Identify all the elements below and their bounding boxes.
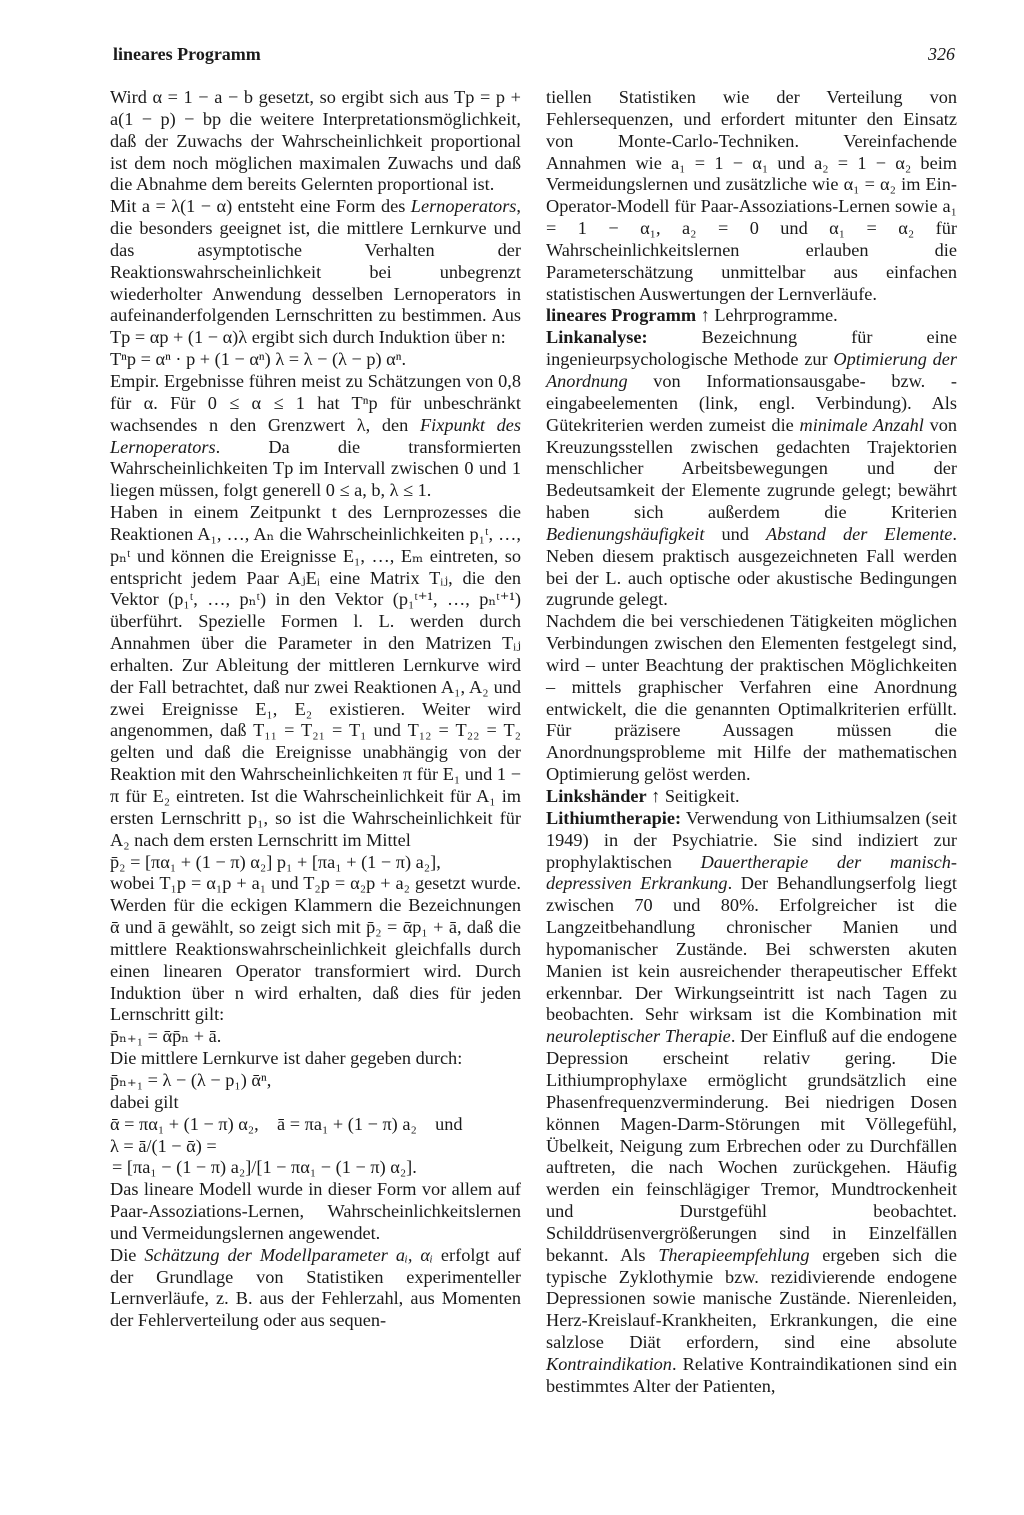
left-column <box>110 87 521 1332</box>
formula: ᾱ = πα₁ + (1 − π) α₂, ā = πa₁ + (1 − π) a₂ und <box>110 1113 463 1134</box>
emphasis: Schätzung der Modellparameter aᵢ, αᵢ <box>144 1244 433 1265</box>
emphasis: Fixpunkt des Lernoperators <box>110 414 521 457</box>
right-column <box>546 87 957 1398</box>
page-number: 326 <box>928 44 955 64</box>
entry <box>546 305 957 327</box>
paragraph: Mit a = λ(1 − α) entsteht eine Form des Lernoperators, die besonders geeignet ist, die mittlere Lernkurve und das asymptotische Verhalten der Reaktionswahrscheinlichkeit bei unbegrenzt wiederholter Anwendung desselben Lernoperators in aufeinanderfolgenden Lernschritten zu bestimmen. Aus Tp = αp + (1 − α)λ ergibt sich durch Induktion über n: <box>110 196 521 348</box>
paragraph: tiellen Statistiken wie der Verteilung von Fehlersequenzen, und erfordert mitunter den Einsatz von Monte-Carlo-Techniken. Vereinfachende Annahmen wie a₁ = 1 − α₁ und a₂ = 1 − α₂ beim Vermeidungslernen und zusätzliche wie α₁ = α₂ im Ein-Operator-Modell für Paar-Assoziations-Lernen sowie a₁ = 1 − α₁, a₂ = 0 und α₁ = α₂ für Wahrscheinlichkeitslernen erlauben die Parameterschätzung unmittelbar aus einfachen statistischen Auswertungen der Lernverläufe. <box>546 87 957 304</box>
paragraph: Empir. Ergebnisse führen meist zu Schätzungen von 0,8 für α. Für 0 ≤ α ≤ 1 hat Tⁿp für unbeschränkt wachsendes n den Grenzwert λ, den Fixpunkt des Lernoperators. Da die transformierten Wahrscheinlichkeiten Tp im Intervall zwischen 0 und 1 liegen müssen, folgt generell 0 ≤ a, b, λ ≤ 1. <box>110 370 521 501</box>
paragraph: Die Schätzung der Modellparameter aᵢ, αᵢ erfolgt auf der Grundlage von Statistiken experimenteller Lernverläufe, z. B. aus der Fehlerzahl, aus Momenten der Fehlerverteilung oder aus sequen- <box>110 1244 521 1331</box>
entry: Lithiumtherapie: Verwendung von Lithiumsalzen (seit 1949) in der Psychiatrie. Sie sind indiziert zur prophylaktischen Dauertherapie der manisch-depressiven Erkrankung. Der Behandlungserfolg liegt zwischen 70 und 80%. Erfolgreicher ist die Langzeitbehandlung chronischer Manien und hypomanischer Zustände. Bei schwersten akuten Manien ist kein ausreichender therapeutischer Effekt erkennbar. Der Wirkungseintritt ist nach Tagen zu beobachten. Sehr wirksam ist die Kombination mit neuroleptischer Therapie. Der Einfluß auf die endogene Depression erscheint relativ gering. Die Lithiumprophylaxe ermöglicht grundsätzlich eine Phasenfrequenzverminderung. Bei niedrigen Dosen können Magen-Darm-Störungen mit Völlegefühl, Übelkeit, Neigung zum Erbrechen oder zu Durchfällen auftreten, die nach Wochen zurückgehen. Häufig werden ein feinschlägiger Tremor, Mundtrockenheit und Durstgefühl beobachtet. Schilddrüsenvergrößerungen sind in Einzelfällen bekannt. Als Therapieempfehlung ergeben sich die typische Zyklothymie bzw. rezidivierende endogene Depressionen sowie manische Zustände. Nierenleiden, Herz-Kreislauf-Krankheiten, Erkrankungen, die eine salzlose Diät erfordern, sind eine absolute Kontraindikation. Relative Kontraindikationen sind ein bestimmtes Alter der Patienten, <box>546 807 957 1396</box>
emphasis: Therapieempfehlung <box>658 1244 810 1265</box>
emphasis: Lernoperators <box>410 196 517 217</box>
emphasis: Bedienungshäufigkeit <box>546 523 705 544</box>
running-header-title: lineares Programm <box>113 44 261 64</box>
paragraph: Die mittlere Lernkurve ist daher gegeben durch: <box>110 1048 463 1069</box>
formula: p̄ₙ₊₁ = λ − (λ − p₁) ᾱⁿ, <box>110 1069 272 1090</box>
formula: p̄ₙ₊₁ = ᾱp̄ₙ + ā. <box>110 1026 222 1047</box>
formula: = [πa₁ − (1 − π) a₂]/[1 − πα₁ − (1 − π) α₂]. <box>112 1157 417 1178</box>
entry-headword: Linkanalyse: <box>546 327 648 348</box>
emphasis: neuroleptischer Therapie <box>546 1026 731 1047</box>
formula: Tⁿp = αⁿ · p + (1 − αⁿ) λ = λ − (λ − p) αⁿ. <box>110 349 407 370</box>
formula-label: dabei gilt <box>110 1091 179 1112</box>
entry: Linkanalyse: Bezeichnung für eine ingenieurpsychologische Methode zur Optimierung der Anordnung von Informationsausgabe- bzw. -eingabeelementen (link, engl. Verbindung). Als Gütekriterien werden zumeist die minimale Anzahl von Kreuzungsstellen zwischen gedachten Trajektorien menschlicher Arbeitsbewegungen und der Bedeutsamkeit der Elemente zugrunde gelegt; bewährt haben sich außerdem die Kriterien Bedienungshäufigkeit und Abstand der Elemente. Neben diesem praktisch ausgezeichneten Fall werden bei der L. auch optische oder akustische Bedingungen zugrunde gelegt. <box>546 327 958 610</box>
emphasis: Kontraindikation <box>546 1353 672 1374</box>
cross-reference: ↑ Lehrprogramme. <box>696 305 838 326</box>
emphasis: Abstand der Elemente <box>765 523 953 544</box>
formula: λ = ā/(1 − ᾱ) = <box>110 1135 217 1156</box>
entry <box>546 786 957 808</box>
paragraph: Haben in einem Zeitpunkt t des Lernprozesses die Reaktionen A₁, …, Aₙ die Wahrscheinlichkeiten p₁ᵗ, …, pₙᵗ und können die Ereignisse E₁, …, Eₘ eintreten, so entspricht jedem Paar AⱼEᵢ eine Matrix Tᵢⱼ, die den Vektor (p₁ᵗ, …, pₙᵗ) in den Vektor (p₁ᵗ⁺¹, …, pₙᵗ⁺¹) überführt. Spezielle Formen l. L. werden durch Annahmen über die Parameter in den Matrizen Tᵢⱼ erhalten. Zur Ableitung der mittleren Lernkurve wird der Fall betrachtet, daß nur zwei Reaktionen A₁, A₂ und zwei Ereignisse E₁, E₂ existieren. Weiter wird angenommen, daß T₁₁ = T₂₁ = T₁ und T₁₂ = T₂₂ = T₂ gelten und daß die Ereignisse unabhängig von der Reaktion mit den Wahrscheinlichkeiten π für E₁ und 1 − π für E₂ eintreten. Ist die Wahrscheinlichkeit für A₁ im ersten Lernschritt p₁, so ist die Wahrscheinlichkeit für A₂ nach dem ersten Lernschritt im Mittel <box>110 502 521 850</box>
entry-headword: Linkshänder <box>546 786 647 806</box>
emphasis: Dauertherapie der manisch-depressiven Erkrankung <box>546 851 957 894</box>
entry-headword: Lithiumtherapie: <box>546 807 682 828</box>
cross-reference: ↑ Seitigkeit. <box>646 786 740 806</box>
entry-headword: lineares Programm <box>546 305 697 326</box>
emphasis: minimale Anzahl <box>799 414 924 435</box>
emphasis: Optimierung der Anordnung <box>546 349 958 391</box>
paragraph: Das lineare Modell wurde in dieser Form vor allem auf Paar-Assoziations-Lernen, Wahrscheinlichkeitslernen und Vermeidungslernen angewendet. <box>110 1179 521 1243</box>
paragraph: Nachdem die bei verschiedenen Tätigkeiten möglichen Verbindungen zwischen den Elementen festgelegt sind, wird – unter Beachtung der praktischen Möglichkeiten – mittels graphischer Verfahren eine Anordnung entwickelt, die die genannten Optimalkriterien erfüllt. Für präzisere Aussagen müssen die Anordnungsprobleme mit Hilfe der mathematischen Optimierung gelöst werden. <box>546 611 957 785</box>
paragraph: wobei T₁p = α₁p + a₁ und T₂p = α₂p + a₂ gesetzt wurde. Werden für die eckigen Klammern die Bezeichnungen ᾱ und ā gewählt, so zeigt sich mit p̄₂ = ᾱp₁ + ā, daß die mittlere Reaktionswahrscheinlichkeit gleichfalls durch einen linearen Operator transformiert wird. Durch Induktion über n wird erhalten, daß dies für jeden Lernschritt gilt: <box>110 873 521 1025</box>
paragraph: Wird α = 1 − a − b gesetzt, so ergibt sich aus Tp = p + a(1 − p) − bp die weitere Interpretationsmöglichkeit, daß der Zuwachs der Wahrscheinlichkeit proportional ist dem noch möglichen maximalen Zuwachs und daß die Abnahme dem bereits Gelernten proportional ist. <box>110 87 521 195</box>
formula: p̄₂ = [πα₁ + (1 − π) α₂] p₁ + [πa₁ + (1 − π) a₂], <box>110 851 441 872</box>
